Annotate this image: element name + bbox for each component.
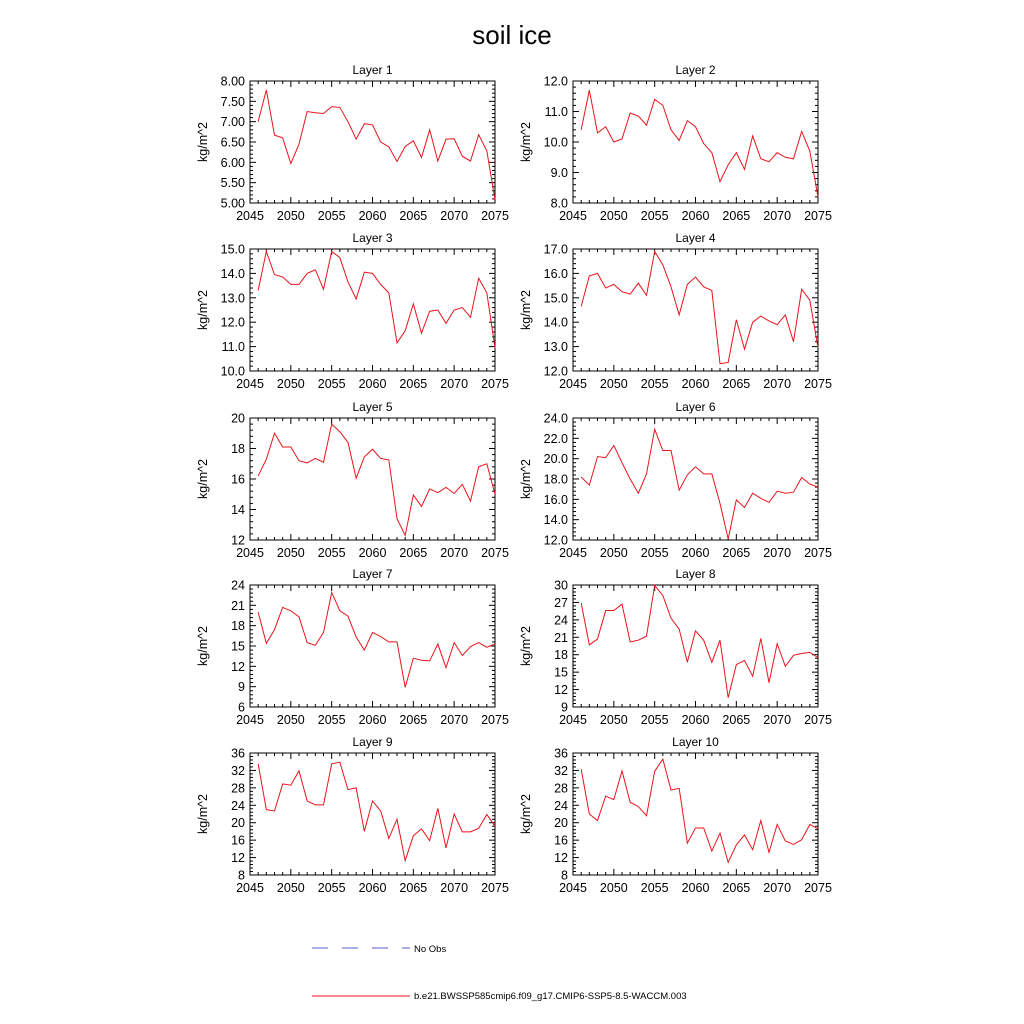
- x-tick-label: 2050: [276, 881, 305, 895]
- y-tick-label: 18.0: [543, 472, 568, 487]
- chart-layer-4: [519, 231, 832, 391]
- y-tick-label: 6: [238, 700, 245, 715]
- panel-title: Layer 9: [352, 735, 393, 749]
- x-tick-label: 2055: [317, 881, 346, 895]
- x-tick-label: 2055: [640, 713, 669, 727]
- chart-layer-8: [519, 567, 832, 727]
- y-tick-label: 18: [554, 648, 568, 663]
- series-line: [258, 592, 495, 687]
- y-tick-label: 28: [554, 781, 568, 796]
- y-tick-label: 6.50: [220, 135, 245, 150]
- y-tick-label: 14.0: [220, 266, 245, 281]
- y-tick-label: 12.0: [543, 533, 568, 548]
- x-tick-label: 2050: [276, 377, 305, 391]
- chart-layer-5: [196, 400, 509, 560]
- panel-title: Layer 10: [672, 735, 719, 749]
- series-line: [581, 90, 818, 197]
- x-tick-label: 2065: [722, 546, 751, 560]
- x-tick-label: 2070: [440, 377, 469, 391]
- x-tick-label: 2060: [681, 377, 710, 391]
- y-tick-label: 12.0: [543, 74, 568, 89]
- series-line: [581, 586, 818, 698]
- plot-frame: [250, 418, 495, 540]
- y-tick-label: 7.00: [220, 115, 245, 130]
- panels-group: [196, 63, 832, 895]
- plot-frame: [250, 585, 495, 707]
- x-tick-label: 2050: [599, 713, 628, 727]
- x-tick-label: 2060: [358, 881, 387, 895]
- x-tick-label: 2050: [599, 546, 628, 560]
- x-tick-label: 2070: [763, 713, 792, 727]
- y-axis-label: kg/m^2: [519, 122, 533, 162]
- x-tick-label: 2055: [317, 209, 346, 223]
- x-tick-label: 2060: [681, 881, 710, 895]
- chart-layer-2: [519, 63, 832, 223]
- y-tick-label: 20.0: [543, 452, 568, 467]
- x-tick-label: 2045: [236, 713, 264, 727]
- panel-title: Layer 7: [352, 567, 393, 581]
- y-tick-label: 12: [231, 659, 245, 674]
- x-tick-label: 2070: [763, 881, 792, 895]
- x-tick-label: 2045: [559, 377, 587, 391]
- y-tick-label: 12: [231, 533, 245, 548]
- legend-item-no-obs: [312, 944, 446, 955]
- y-tick-label: 15.0: [220, 242, 245, 257]
- figure-title: soil ice: [472, 20, 552, 50]
- y-tick-label: 13.0: [220, 291, 245, 306]
- y-tick-label: 8: [561, 868, 568, 883]
- legend-label: No Obs: [414, 944, 447, 955]
- panel-title: Layer 5: [352, 400, 393, 414]
- plot-frame: [573, 249, 818, 371]
- y-tick-label: 12.0: [220, 315, 245, 330]
- x-tick-label: 2060: [358, 377, 387, 391]
- x-tick-label: 2065: [722, 377, 751, 391]
- panel-title: Layer 6: [675, 400, 716, 414]
- x-tick-label: 2070: [763, 546, 792, 560]
- x-tick-label: 2060: [681, 546, 710, 560]
- y-tick-label: 5.50: [220, 176, 245, 191]
- y-tick-label: 10.0: [543, 135, 568, 150]
- panel-title: Layer 2: [675, 63, 716, 77]
- x-tick-label: 2060: [358, 546, 387, 560]
- y-tick-label: 8.0: [550, 196, 568, 211]
- y-tick-label: 36: [554, 746, 568, 761]
- x-tick-label: 2070: [440, 546, 469, 560]
- x-tick-label: 2050: [276, 209, 305, 223]
- y-tick-label: 18: [231, 442, 245, 456]
- x-tick-label: 2050: [599, 881, 628, 895]
- legend: [312, 944, 687, 1002]
- y-tick-label: 27: [554, 595, 568, 610]
- y-axis-label: kg/m^2: [196, 459, 210, 499]
- x-tick-label: 2065: [399, 209, 428, 223]
- y-tick-label: 14.0: [543, 513, 568, 528]
- x-tick-label: 2075: [481, 546, 509, 560]
- series-line: [258, 90, 495, 200]
- x-tick-label: 2065: [722, 713, 751, 727]
- y-tick-label: 9: [238, 680, 245, 695]
- x-tick-label: 2050: [599, 377, 628, 391]
- x-tick-label: 2055: [640, 209, 669, 223]
- plot-frame: [573, 81, 818, 203]
- y-tick-label: 14.0: [543, 315, 568, 330]
- panel-title: Layer 8: [675, 567, 716, 581]
- x-tick-label: 2055: [640, 881, 669, 895]
- x-tick-label: 2065: [399, 546, 428, 560]
- y-axis-label: kg/m^2: [196, 794, 210, 834]
- series-line: [581, 251, 818, 363]
- y-tick-label: 24: [231, 798, 245, 813]
- x-tick-label: 2045: [236, 546, 264, 560]
- y-tick-label: 15: [231, 639, 245, 654]
- plot-frame: [573, 753, 818, 875]
- y-axis-label: kg/m^2: [519, 290, 533, 330]
- plot-frame: [573, 418, 818, 540]
- x-tick-label: 2075: [481, 881, 509, 895]
- x-tick-label: 2070: [440, 209, 469, 223]
- x-tick-label: 2055: [317, 377, 346, 391]
- y-tick-label: 16.0: [543, 266, 568, 281]
- x-tick-label: 2060: [681, 713, 710, 727]
- y-tick-label: 30: [554, 578, 568, 593]
- legend-label: b.e21.BWSSP585cmip6.f09_g17.CMIP6-SSP5-8.5-WACCM.003: [414, 991, 687, 1002]
- y-tick-label: 9: [561, 700, 568, 715]
- chart-layer-9: [196, 735, 509, 895]
- y-tick-label: 24: [231, 578, 245, 593]
- y-tick-label: 32: [554, 763, 568, 778]
- x-tick-label: 2070: [440, 881, 469, 895]
- legend-item-model-run: [312, 991, 687, 1002]
- y-tick-label: 16: [554, 833, 568, 848]
- y-tick-label: 24.0: [543, 411, 568, 426]
- panel-title: Layer 4: [675, 231, 716, 245]
- x-tick-label: 2050: [276, 546, 305, 560]
- y-tick-label: 13.0: [543, 340, 568, 355]
- x-tick-label: 2055: [640, 377, 669, 391]
- x-tick-label: 2055: [317, 713, 346, 727]
- series-line: [258, 424, 495, 535]
- y-tick-label: 32: [231, 763, 245, 778]
- x-tick-label: 2045: [559, 713, 587, 727]
- y-tick-label: 14: [231, 503, 245, 517]
- x-tick-label: 2060: [681, 209, 710, 223]
- y-tick-label: 24: [554, 798, 568, 813]
- plot-frame: [250, 81, 495, 203]
- x-tick-label: 2045: [236, 881, 264, 895]
- x-tick-label: 2075: [804, 881, 832, 895]
- y-tick-label: 20: [554, 816, 568, 831]
- y-tick-label: 16: [231, 833, 245, 848]
- series-line: [258, 762, 495, 860]
- series-line: [581, 759, 818, 862]
- y-tick-label: 12.0: [543, 364, 568, 379]
- y-axis-label: kg/m^2: [519, 794, 533, 834]
- y-tick-label: 8: [238, 868, 245, 883]
- series-line: [258, 251, 495, 347]
- x-tick-label: 2045: [559, 881, 587, 895]
- y-tick-label: 10.0: [220, 364, 245, 379]
- x-tick-label: 2055: [640, 546, 669, 560]
- y-axis-label: kg/m^2: [196, 290, 210, 330]
- chart-layer-10: [519, 735, 832, 895]
- x-tick-label: 2075: [804, 377, 832, 391]
- x-tick-label: 2065: [399, 713, 428, 727]
- y-tick-label: 15.0: [543, 291, 568, 306]
- y-tick-label: 12: [554, 851, 568, 866]
- panel-title: Layer 3: [352, 231, 393, 245]
- x-tick-label: 2065: [722, 209, 751, 223]
- y-tick-label: 22.0: [543, 431, 568, 446]
- y-tick-label: 9.0: [550, 166, 568, 180]
- y-tick-label: 18: [231, 619, 245, 634]
- y-tick-label: 11.0: [544, 105, 568, 119]
- y-tick-label: 17.0: [543, 242, 568, 257]
- chart-layer-7: [196, 567, 509, 727]
- x-tick-label: 2070: [763, 377, 792, 391]
- y-tick-label: 12: [554, 683, 568, 698]
- y-tick-label: 16: [231, 472, 245, 487]
- x-tick-label: 2060: [358, 209, 387, 223]
- x-tick-label: 2075: [804, 546, 832, 560]
- y-tick-label: 6.00: [220, 155, 245, 170]
- y-tick-label: 21: [231, 598, 245, 613]
- x-tick-label: 2075: [481, 209, 509, 223]
- y-tick-label: 8.00: [220, 74, 245, 89]
- y-tick-label: 36: [231, 746, 245, 761]
- x-tick-label: 2055: [317, 546, 346, 560]
- x-tick-label: 2065: [399, 377, 428, 391]
- panel-title: Layer 1: [352, 63, 393, 77]
- y-tick-label: 16.0: [543, 492, 568, 507]
- y-tick-label: 21: [554, 630, 568, 645]
- y-tick-label: 7.50: [220, 94, 245, 109]
- y-axis-label: kg/m^2: [196, 122, 210, 162]
- x-tick-label: 2070: [440, 713, 469, 727]
- y-tick-label: 20: [231, 816, 245, 831]
- y-tick-label: 28: [231, 781, 245, 796]
- y-tick-label: 15: [554, 665, 568, 680]
- x-tick-label: 2075: [804, 209, 832, 223]
- plot-frame: [573, 585, 818, 707]
- chart-layer-3: [196, 231, 509, 391]
- y-tick-label: 11.0: [221, 340, 245, 355]
- x-tick-label: 2065: [399, 881, 428, 895]
- x-tick-label: 2045: [236, 209, 264, 223]
- x-tick-label: 2075: [804, 713, 832, 727]
- y-tick-label: 20: [231, 411, 245, 426]
- plot-frame: [250, 753, 495, 875]
- chart-layer-6: [519, 400, 832, 560]
- chart-layer-1: [196, 63, 509, 223]
- y-axis-label: kg/m^2: [196, 626, 210, 666]
- x-tick-label: 2075: [481, 713, 509, 727]
- x-tick-label: 2050: [276, 713, 305, 727]
- x-tick-label: 2045: [559, 209, 587, 223]
- x-tick-label: 2050: [599, 209, 628, 223]
- x-tick-label: 2075: [481, 377, 509, 391]
- y-axis-label: kg/m^2: [519, 626, 533, 666]
- plot-frame: [250, 249, 495, 371]
- y-tick-label: 5.00: [220, 196, 245, 211]
- x-tick-label: 2060: [358, 713, 387, 727]
- y-axis-label: kg/m^2: [519, 459, 533, 499]
- series-line: [581, 429, 818, 539]
- x-tick-label: 2065: [722, 881, 751, 895]
- x-tick-label: 2045: [559, 546, 587, 560]
- y-tick-label: 12: [231, 851, 245, 866]
- y-tick-label: 24: [554, 613, 568, 628]
- x-tick-label: 2045: [236, 377, 264, 391]
- x-tick-label: 2070: [763, 209, 792, 223]
